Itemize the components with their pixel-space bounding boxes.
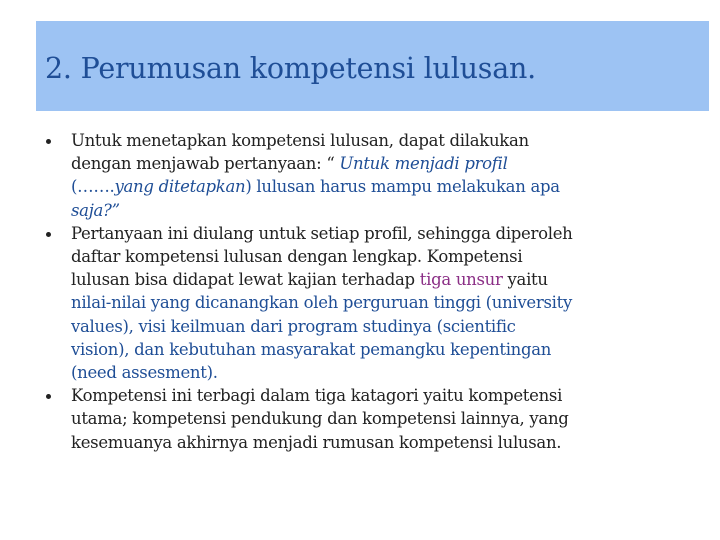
- text-segment: dengan menjawab pertanyaan: “: [71, 154, 340, 174]
- title-band: [36, 21, 709, 111]
- bullet-text-line: [71, 407, 569, 430]
- text-segment: lulusan bisa didapat lewat kajian terhadap: [71, 270, 420, 290]
- bullet-text-line: [71, 129, 529, 152]
- bullet-marker: [46, 394, 51, 399]
- bullet-text-line: [71, 291, 572, 314]
- text-segment: yang ditetapkan: [114, 177, 246, 197]
- text-segment: Untuk menjadi profil: [339, 154, 508, 174]
- bullet-text-line: [71, 245, 522, 268]
- bullet-text-line: [71, 361, 218, 384]
- bullet-text-line: [71, 315, 516, 338]
- bullet-text-line: [71, 338, 551, 361]
- text-segment: daftar kompetensi lulusan dengan lengkap. Kompetensi: [71, 246, 523, 266]
- bullet-marker: [46, 232, 51, 237]
- text-segment: (…….: [71, 177, 115, 197]
- text-segment: utama; kompetensi pendukung dan kompetensi lainnya, yang: [71, 409, 569, 429]
- text-segment: ) lulusan harus mampu melakukan apa: [245, 177, 560, 197]
- text-segment: nilai-nilai yang dicanangkan oleh perguruan tinggi (university: [71, 293, 572, 313]
- text-segment: (need assesment).: [71, 362, 218, 382]
- bullet-marker: [46, 139, 51, 144]
- text-segment: tiga unsur: [419, 270, 503, 290]
- bullet-text-line: [71, 268, 548, 291]
- bullet-text-line: [71, 384, 562, 407]
- text-segment: kesemuanya akhirnya menjadi rumusan kompetensi lulusan.: [71, 432, 562, 452]
- text-segment: values), visi keilmuan dari program studinya (scientific: [71, 316, 516, 336]
- bullet-text-line: [71, 222, 573, 245]
- text-segment: saja?”: [71, 200, 120, 220]
- bullet-text-line: [71, 175, 560, 198]
- text-segment: Pertanyaan ini diulang untuk setiap profil, sehingga diperoleh: [71, 223, 573, 243]
- bullet-text-line: [71, 152, 508, 175]
- slide-title: 2. Perumusan kompetensi lulusan.: [45, 52, 537, 85]
- text-segment: Kompetensi ini terbagi dalam tiga katagori yaitu kompetensi: [71, 386, 563, 406]
- bullet-text-line: [71, 199, 120, 222]
- bullet-text-line: [71, 431, 561, 454]
- text-segment: yaitu: [502, 270, 548, 290]
- text-segment: Untuk menetapkan kompetensi lulusan, dapat dilakukan: [71, 131, 529, 150]
- text-segment: vision), dan kebutuhan masyarakat pemangku kepentingan: [71, 339, 552, 359]
